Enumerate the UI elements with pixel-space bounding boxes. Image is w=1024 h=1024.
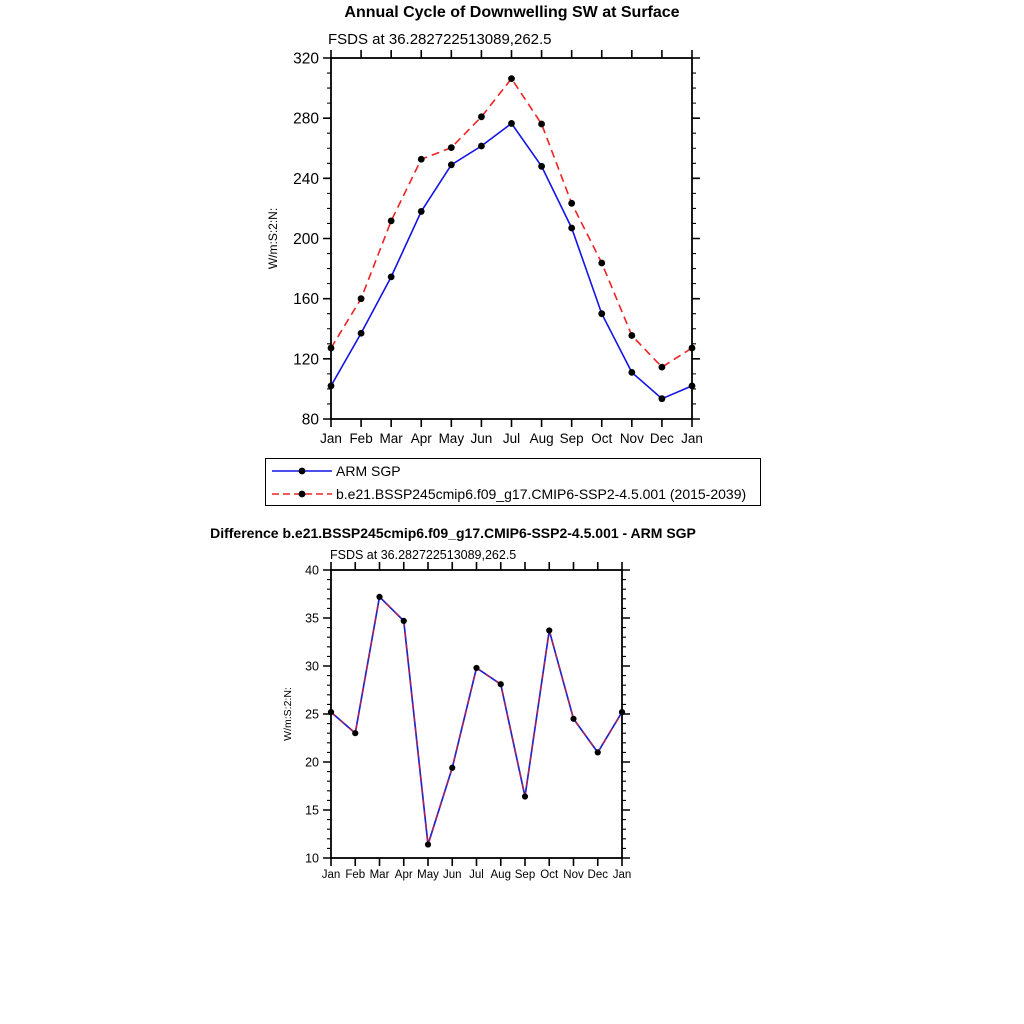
chart2-major-ticks	[323, 562, 630, 866]
chart1-ytick-label: 280	[293, 110, 319, 128]
chart2-xtick-label: Apr	[394, 869, 413, 881]
chart2-series-0-point	[546, 627, 552, 633]
chart2-xtick-label: Jul	[469, 869, 484, 881]
chart1-xtick-label: May	[438, 431, 465, 446]
chart1-xtick-label: Jan	[681, 431, 703, 446]
chart1-ytick-label: 320	[293, 50, 319, 68]
chart1-ytick-label: 120	[293, 351, 319, 369]
chart2-series-0-line-overlay	[331, 597, 622, 845]
chart2-series-0-point	[328, 709, 334, 715]
chart1-xtick-label: Nov	[619, 431, 644, 446]
chart2-series-0-point	[619, 709, 625, 715]
chart2-ytick-label: 35	[305, 611, 319, 626]
chart1-ytick-label: 240	[293, 170, 319, 188]
chart2-series-0-point	[376, 594, 382, 600]
chart2-xtick-label: Oct	[540, 869, 559, 881]
chart2-ytick-label: 30	[305, 659, 319, 674]
chart2-title: Difference b.e21.BSSP245cmip6.f09_g17.CMIP6-SSP2-4.5.001 - ARM SGP	[210, 525, 696, 541]
chart2-ytick-label: 15	[305, 803, 319, 818]
chart2-xtick-label: Sep	[514, 869, 536, 881]
chart2-series-0-point	[570, 716, 576, 722]
chart2-xtick-label: May	[417, 869, 439, 881]
chart2-plot-area	[282, 562, 631, 881]
chart1-subtitle: FSDS at 36.282722513089,262.5	[328, 31, 552, 48]
chart2-xtick-label: Aug	[490, 869, 511, 881]
chart1-title: Annual Cycle of Downwelling SW at Surface	[344, 4, 680, 21]
chart2-series-0-point	[449, 765, 455, 771]
chart2-xtick-label: Jan	[321, 869, 341, 881]
chart2-ytick-label: 25	[305, 707, 319, 722]
chart2-ytick-label: 10	[305, 851, 319, 866]
chart1-xtick-label: Apr	[410, 431, 432, 446]
chart1-xtick-label: Sep	[559, 431, 584, 446]
chart2-ytick-label: 20	[305, 755, 319, 770]
chart2-frame	[331, 570, 622, 858]
chart1-xtick-label: Feb	[349, 431, 373, 446]
chart2-xtick-label: Nov	[563, 869, 584, 881]
chart1-xtick-label: Mar	[379, 431, 403, 446]
chart1-ytick-label: 200	[293, 230, 319, 248]
chart2-series-0-point	[498, 681, 504, 687]
chart2-ytick-label: 40	[305, 563, 319, 578]
chart1-xtick-label: Jul	[502, 431, 521, 446]
chart1-xtick-label: Aug	[529, 431, 554, 446]
chart2-xtick-label: Feb	[345, 869, 366, 881]
chart2-xtick-label: Jun	[442, 869, 462, 881]
chart2-yaxis-label: W/m:S:2:N:	[282, 687, 294, 741]
chart2-series-0-point	[473, 665, 479, 671]
chart2-minor-ticks	[327, 580, 626, 849]
chart1-xtick-label: Dec	[649, 431, 674, 446]
chart2-series-0-point	[401, 618, 407, 624]
chart2-series-0-point	[425, 841, 431, 847]
chart2-xtick-label: Jan	[612, 869, 632, 881]
chart2-series-0-point	[595, 749, 601, 755]
chart2-xtick-label: Dec	[587, 869, 608, 881]
chart2-xtick-label: Mar	[369, 869, 390, 881]
chart1-yaxis-label: W/m:S:2:N:	[266, 207, 280, 270]
chart1-xtick-label: Jan	[320, 431, 342, 446]
chart1-ytick-label: 160	[293, 291, 319, 309]
chart1-xtick-label: Jun	[470, 431, 493, 446]
legend-label-model: b.e21.BSSP245cmip6.f09_g17.CMIP6-SSP2-4.5.001 (2015-2039)	[336, 485, 747, 502]
chart2-series-0-point	[522, 793, 528, 799]
chart1-ytick-label: 80	[301, 411, 319, 429]
chart2-series-0-line	[331, 597, 622, 845]
chart2-subtitle: FSDS at 36.282722513089,262.5	[330, 548, 517, 562]
chart2-series-0-point	[352, 730, 358, 736]
legend-label-arm-sgp: ARM SGP	[336, 462, 401, 479]
chart1-xtick-label: Oct	[591, 431, 613, 446]
